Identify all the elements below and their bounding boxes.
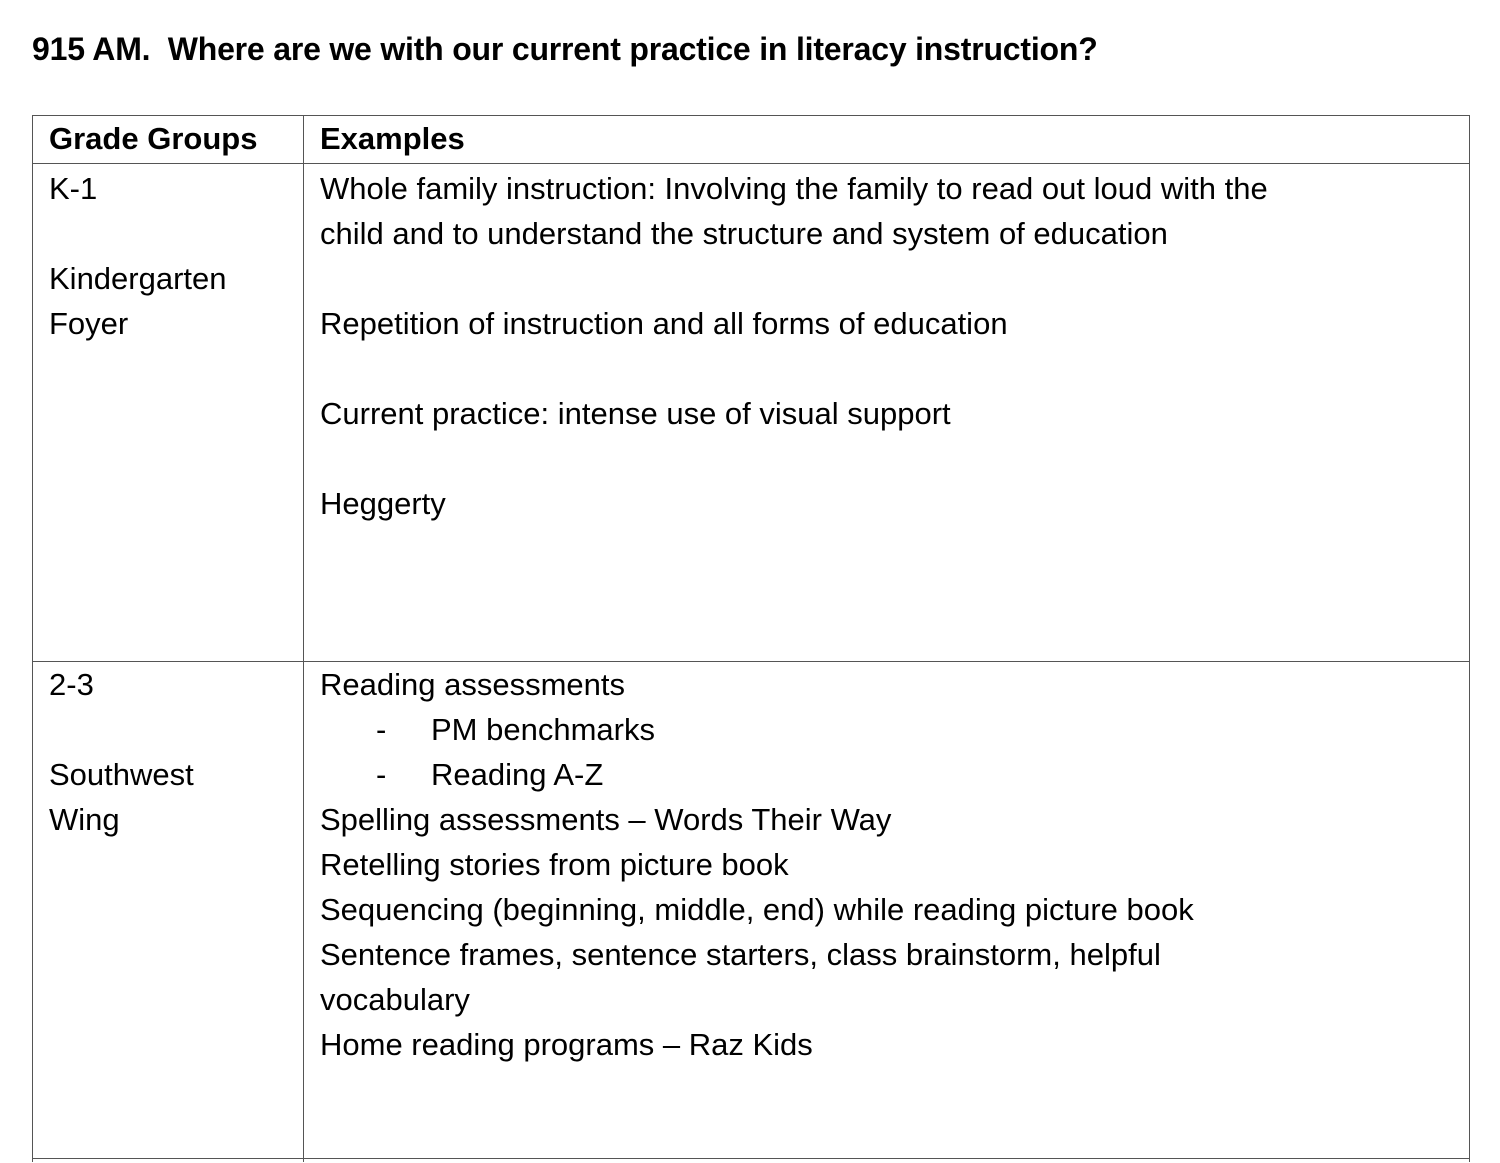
header-grade-groups: Grade Groups	[33, 116, 304, 164]
literacy-practice-table	[32, 115, 1470, 1162]
examples-cell	[304, 164, 1470, 662]
example-text: Repetition of instruction and all forms of education	[320, 306, 1008, 341]
example-text: Whole family instruction: Involving the family to read out loud with the	[320, 171, 1268, 206]
grade-group-location: Kindergarten	[49, 261, 227, 296]
example-text: child and to understand the structure and system of education	[320, 216, 1168, 251]
grade-group-location: Southwest	[49, 757, 194, 792]
bullet-text: PM benchmarks	[431, 712, 655, 747]
bullet-item	[320, 707, 1453, 752]
bullet-item	[320, 752, 1453, 797]
example-text: Sequencing (beginning, middle, end) while reading picture book	[320, 892, 1194, 927]
table-bottom-border	[32, 1158, 1469, 1159]
page-heading: 915 AM. Where are we with our current practice in literacy instruction?	[32, 31, 1098, 67]
examples-cell	[304, 662, 1470, 1163]
spacer	[320, 436, 1453, 481]
grade-group-location: Foyer	[49, 306, 129, 341]
spacer	[320, 346, 1453, 391]
grade-group-location: Wing	[49, 802, 120, 837]
example-text: Heggerty	[320, 486, 446, 521]
table-row	[33, 662, 1470, 1163]
grade-group-cell	[33, 662, 304, 1163]
grade-group-code: 2-3	[49, 667, 94, 702]
table-header-row	[33, 116, 1470, 164]
table-row	[33, 164, 1470, 662]
example-text: Spelling assessments – Words Their Way	[320, 802, 892, 837]
bullet-text: Reading A-Z	[431, 757, 604, 792]
grade-group-code: K-1	[49, 171, 98, 206]
spacer	[49, 707, 287, 752]
example-text: Reading assessments	[320, 667, 625, 702]
example-text: Current practice: intense use of visual support	[320, 396, 951, 431]
bullet-dash: -	[376, 757, 387, 792]
example-text: Retelling stories from picture book	[320, 847, 789, 882]
spacer	[320, 256, 1453, 301]
bullet-dash: -	[376, 712, 387, 747]
header-examples: Examples	[304, 116, 1470, 164]
example-text: Sentence frames, sentence starters, class brainstorm, helpful	[320, 937, 1161, 972]
example-text: Home reading programs – Raz Kids	[320, 1027, 813, 1062]
spacer	[49, 211, 287, 256]
grade-group-cell	[33, 164, 304, 662]
example-text: vocabulary	[320, 982, 470, 1017]
